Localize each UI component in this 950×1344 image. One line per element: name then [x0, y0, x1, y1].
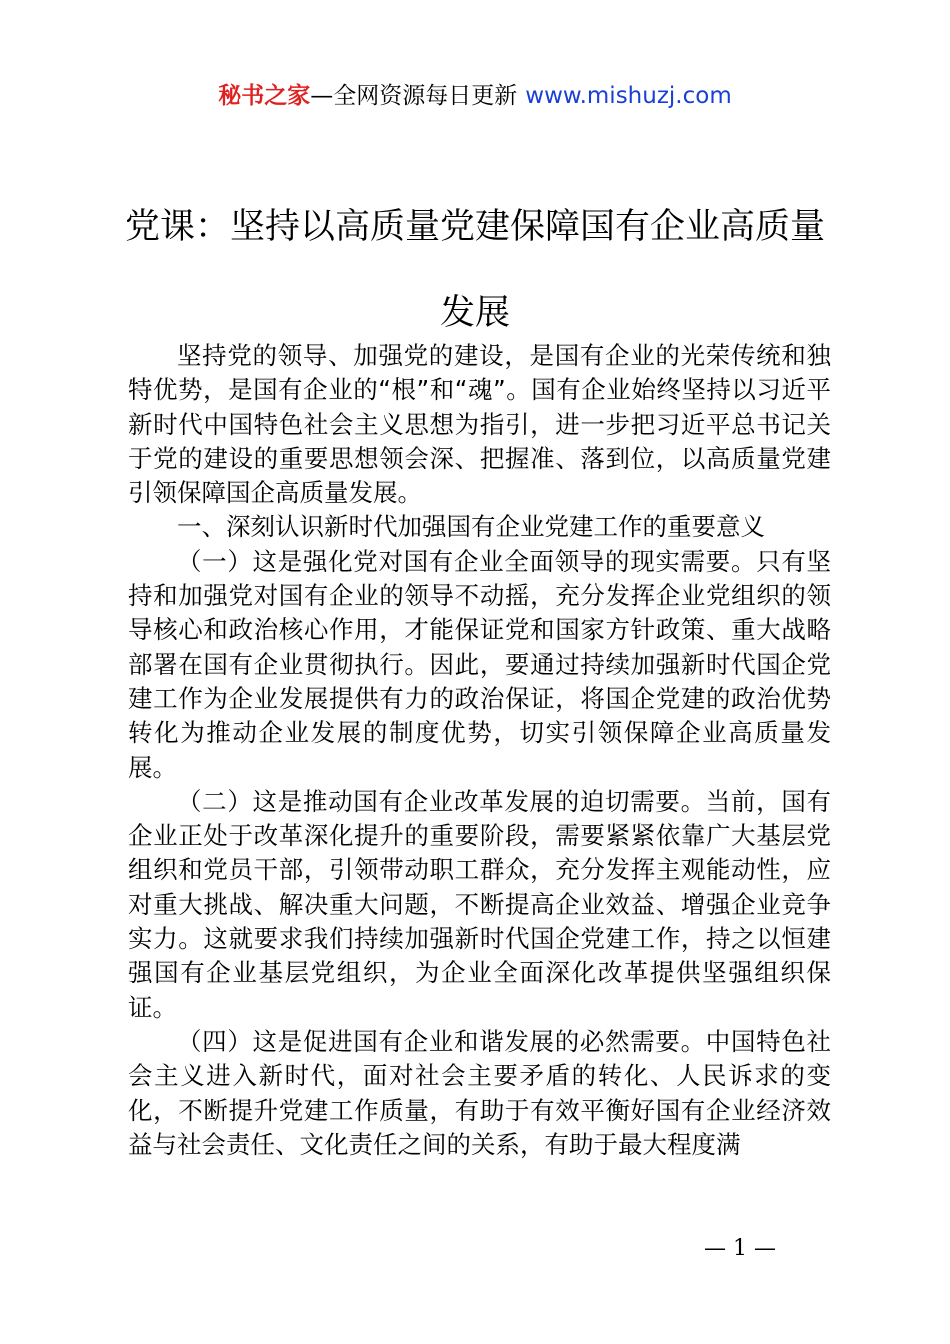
- site-url-link[interactable]: www.mishuzj.com: [525, 83, 732, 109]
- document-title: 党课：坚持以高质量党建保障国有企业高质量发展: [124, 207, 825, 333]
- paragraph-point-2: （二）这是推动国有企业改革发展的迫切需要。当前，国有企业正处于改革深化提升的重要阶段，需要紧紧依靠广大基层党组织和党员干部，引领带动职工群众，充分发挥主观能动性，应对重大挑战、解决重大问题，不断提高企业效益、增强企业竞争实力。这就要求我们持续加强新时代国企党建工作，持之以恒建强国有企业基层党组织，为企业全面深化改革提供坚强组织保证。: [128, 786, 831, 1022]
- document-body: [128, 339, 831, 1162]
- section-heading: 一、深刻认识新时代加强国有企业党建工作的重要意义: [177, 512, 765, 542]
- paragraph-point-1: （一）这是强化党对国有企业全面领导的现实需要。只有坚持和加强党对国有企业的领导不动摇，充分发挥企业党组织的领导核心和政治核心作用，才能保证党和国家方针政策、重大战略部署在国有企业贯彻执行。因此，要通过持续加强新时代国企党建工作为企业发展提供有力的政治保证，将国企党建的政治优势转化为推动企业发展的制度优势，切实引领保障企业高质量发展。: [128, 546, 831, 782]
- paragraph-point-4: （四）这是促进国有企业和谐发展的必然需要。中国特色社会主义进入新时代，面对社会主要矛盾的转化、人民诉求的变化，不断提升党建工作质量，有助于有效平衡好国有企业经济效益与社会责任、文化责任之间的关系，有助于最大程度满: [128, 1026, 831, 1159]
- page-number: — 1 —: [704, 1236, 776, 1261]
- site-slogan: —全网资源每日更新: [310, 83, 518, 109]
- site-header: [0, 80, 950, 112]
- paragraph-intro: 坚持党的领导、加强党的建设，是国有企业的光荣传统和独特优势，是国有企业的“根”和“魂”。国有企业始终坚持以习近平新时代中国特色社会主义思想为指引，进一步把习近平总书记关于党的建设的重要思想领会深、把握准、落到位，以高质量党建引领保障国企高质量发展。: [128, 341, 831, 508]
- site-brand: 秘书之家: [218, 83, 311, 109]
